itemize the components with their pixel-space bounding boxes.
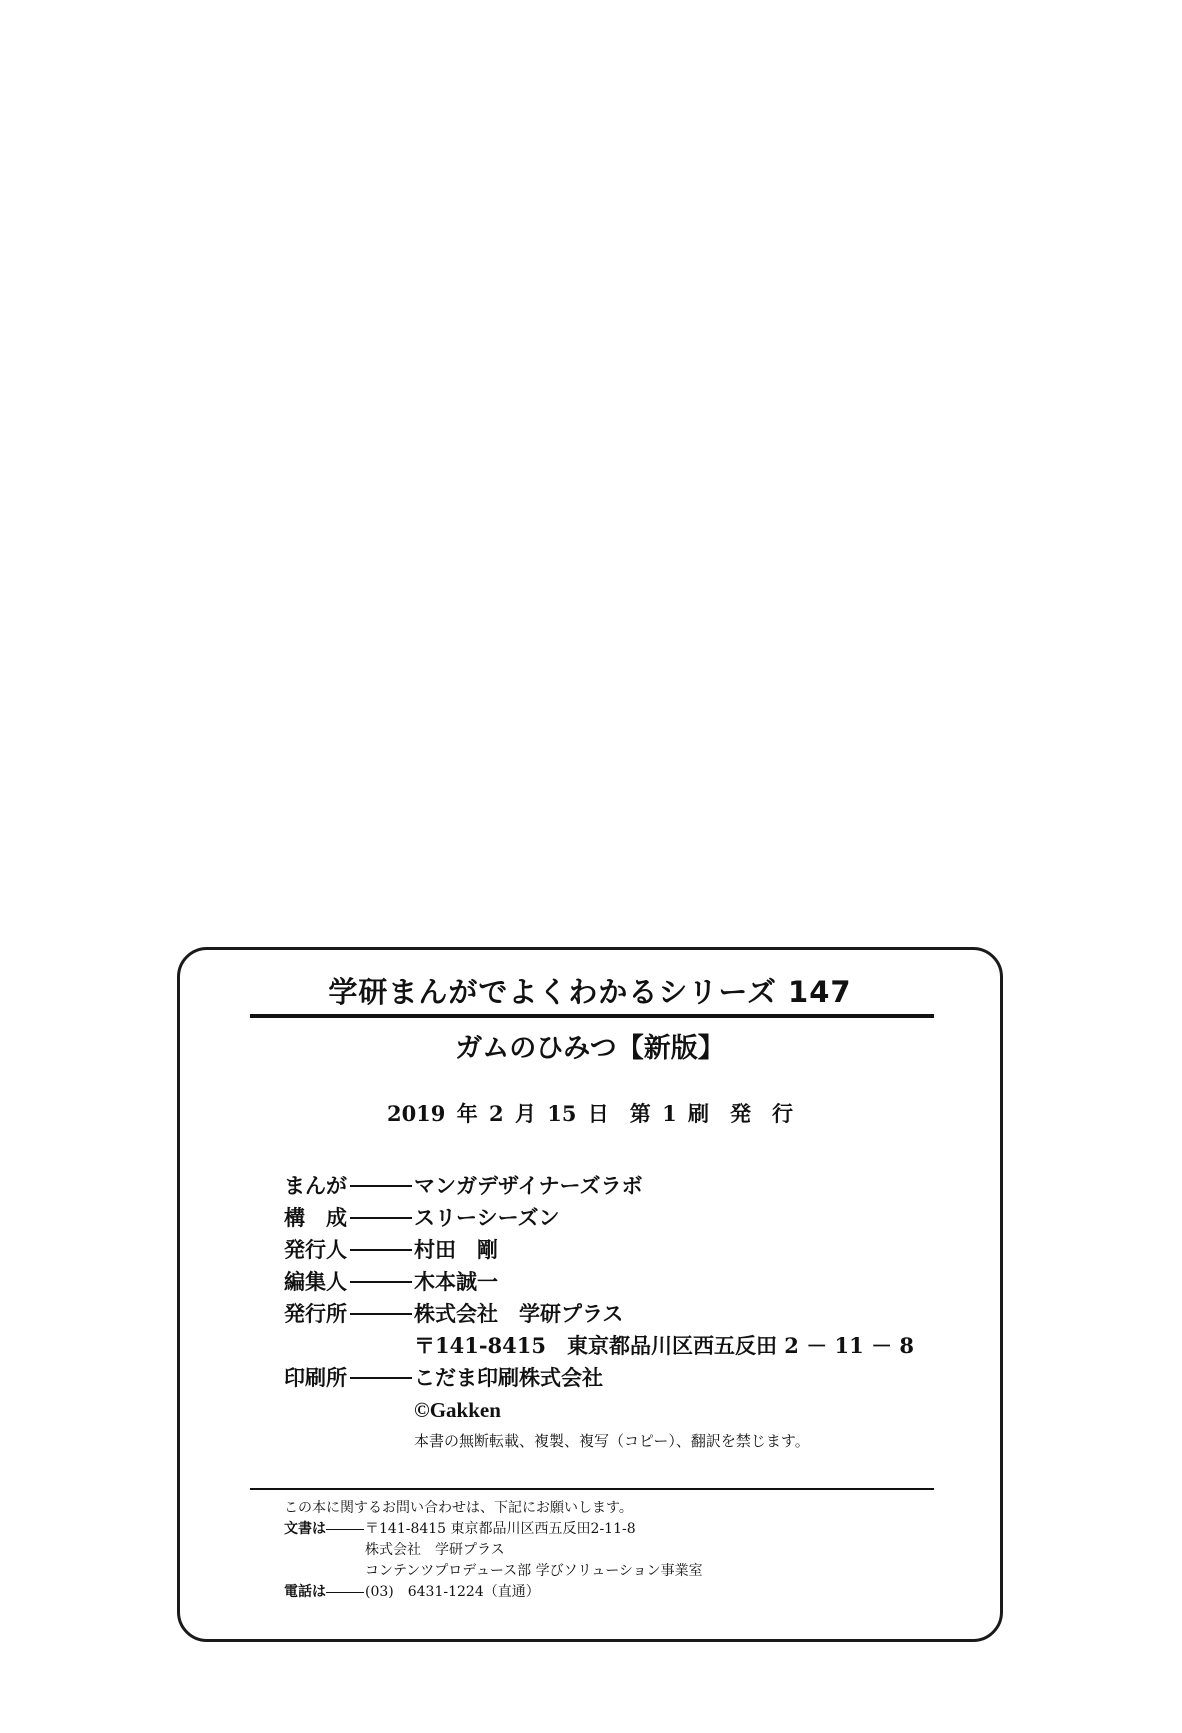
book-title: ガムのひみつ【新版】 (455, 1033, 725, 1064)
credit-dash (350, 1377, 412, 1379)
contact-mail-line: 株式会社 学研プラス (365, 1542, 505, 1558)
contact-section (284, 1498, 964, 1603)
credit-role: 編集人 (284, 1269, 347, 1294)
credit-row-publisher (284, 1298, 944, 1330)
credit-role: 印刷所 (284, 1365, 347, 1390)
notice-row (284, 1426, 944, 1456)
credit-row-editor (284, 1266, 944, 1298)
credit-row-composition (284, 1202, 944, 1234)
contact-phone-label: 電話は (284, 1584, 326, 1600)
credit-value: マンガデザイナーズラボ (414, 1173, 643, 1198)
credit-dash (350, 1217, 412, 1219)
credit-row-manga (284, 1170, 944, 1202)
contact-divider (250, 1488, 934, 1490)
credit-role: 構 成 (284, 1205, 347, 1230)
contact-dash (326, 1592, 364, 1594)
credit-row-publisher-person (284, 1234, 944, 1266)
contact-phone: (03) 6431-1224（直通） (365, 1584, 540, 1600)
contact-intro-row (284, 1498, 964, 1519)
contact-mail-label: 文書は (284, 1521, 326, 1537)
credit-dash (350, 1281, 412, 1283)
contact-phone-row (284, 1582, 964, 1603)
contact-dash (326, 1529, 364, 1531)
credits-list (284, 1170, 944, 1456)
credit-role: 発行人 (284, 1237, 347, 1262)
credit-row-printer (284, 1362, 944, 1394)
contact-mail-row (284, 1561, 964, 1582)
title-divider (250, 1014, 934, 1018)
credit-dash (350, 1249, 412, 1251)
colophon-box (177, 947, 1003, 1642)
credit-dash (350, 1313, 412, 1315)
credit-role: 発行所 (284, 1301, 347, 1326)
edition-date: 2019 年 2 月 15 日 第 1 刷 発 行 (386, 1101, 794, 1126)
series-title: 学研まんがでよくわかるシリーズ 147 (328, 975, 852, 1009)
credit-value: 村田 剛 (414, 1237, 498, 1262)
credit-value: スリーシーズン (414, 1205, 560, 1230)
contact-mail-line: 〒141-8415 東京都品川区西五反田2-11-8 (365, 1521, 636, 1537)
copyright-row (284, 1394, 944, 1426)
credit-value: 木本誠一 (414, 1269, 498, 1294)
copyright: ©Gakken (414, 1398, 501, 1422)
credit-value: こだま印刷株式会社 (414, 1365, 603, 1390)
reproduction-notice: 本書の無断転載、複製、複写（コピー）、翻訳を禁じます。 (414, 1432, 810, 1450)
contact-mail-line: コンテンツプロデュース部 学びソリューション事業室 (365, 1563, 703, 1579)
contact-mail-row (284, 1540, 964, 1561)
contact-mail-row (284, 1519, 964, 1540)
publisher-address-row (284, 1330, 944, 1362)
publisher-address: 〒141-8415 東京都品川区西五反田 2 － 11 － 8 (414, 1333, 914, 1358)
credit-value: 株式会社 学研プラス (414, 1301, 624, 1326)
credit-role: まんが (284, 1173, 347, 1198)
contact-intro: この本に関するお問い合わせは、下記にお願いします。 (284, 1500, 633, 1516)
credit-dash (350, 1185, 412, 1187)
